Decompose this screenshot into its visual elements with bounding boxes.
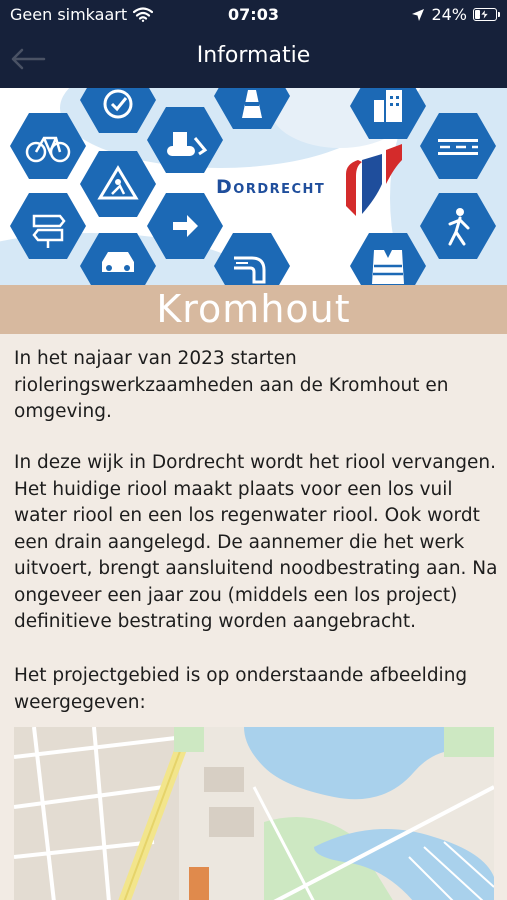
project-title-band bbox=[0, 285, 507, 334]
details-paragraph: In deze wijk in Dordrecht wordt het riool vervangen. Het huidige riool maakt plaats voor een los vuil water riool en een los regenwater riool. Ook wordt een drain aangelegd. De aannemer die het werk uitvoert, brengt aansluitend noodbestrating aan. Na ongeveer een jaar zou (middels een los project) definitieve bestrating worden aangebracht. bbox=[14, 452, 498, 632]
project-description bbox=[0, 334, 507, 900]
sewer-pipe-icon bbox=[214, 233, 290, 285]
status-right bbox=[411, 5, 497, 24]
map-caption: Het projectgebied is op onderstaande afbeelding weergegeven: bbox=[14, 665, 468, 713]
project-title: Kromhout bbox=[156, 287, 351, 331]
intro-paragraph: In het najaar van 2023 starten rioleringswerkzaamheden aan de Kromhout en omgeving. bbox=[14, 348, 449, 422]
banner-illustration bbox=[0, 88, 507, 285]
battery-charging-icon bbox=[473, 8, 497, 21]
location-arrow-icon bbox=[411, 8, 425, 22]
navigation-bar bbox=[0, 30, 507, 88]
battery-percentage: 24% bbox=[431, 5, 467, 24]
project-banner bbox=[0, 88, 507, 285]
project-area-map[interactable] bbox=[14, 727, 494, 900]
page-title: Informatie bbox=[196, 43, 311, 68]
carrier-label: Geen simkaart bbox=[10, 5, 128, 24]
status-bar bbox=[0, 0, 507, 30]
dordrecht-logo-text: Dordrecht bbox=[216, 176, 326, 198]
status-time: 07:03 bbox=[228, 5, 279, 24]
